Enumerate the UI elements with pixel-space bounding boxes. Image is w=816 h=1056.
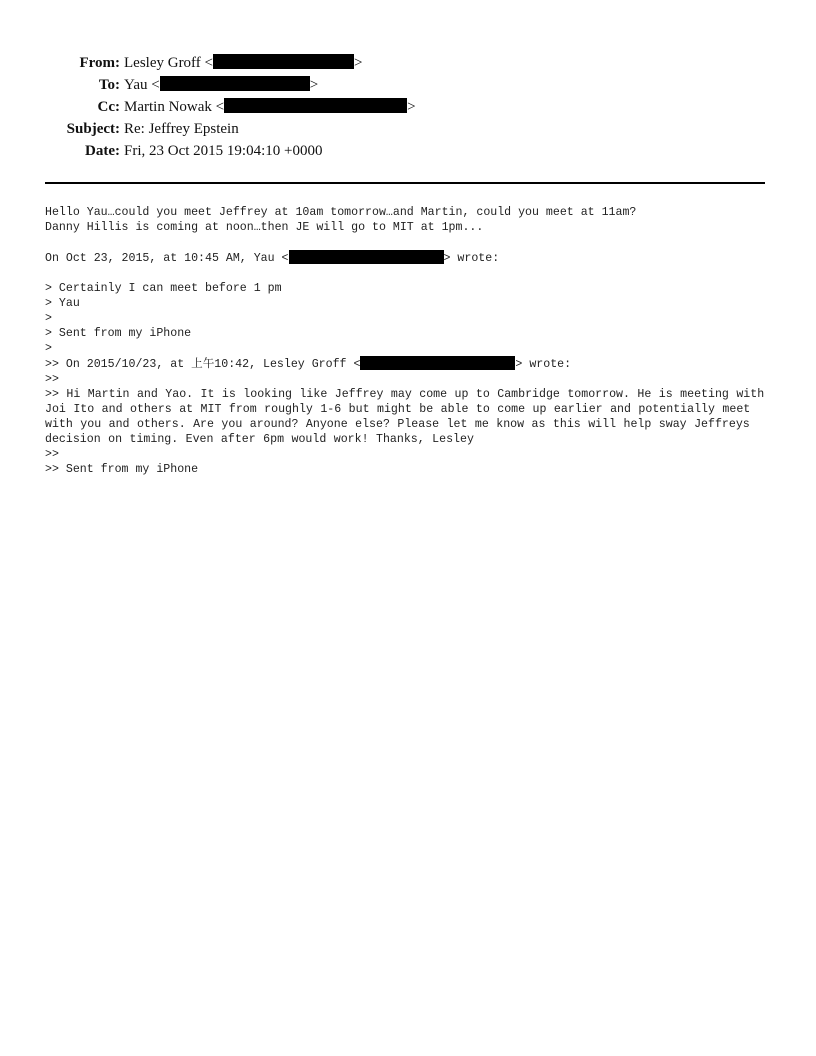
quoted-line: > [45, 312, 52, 325]
cc-name: Martin Nowak < [124, 99, 225, 115]
redaction-box [360, 356, 515, 370]
to-label: To: [98, 77, 120, 93]
nested-quoted-paragraph: >> Hi Martin and Yao. It is looking like Jeffrey may come up to Cambridge tomorrow. He is meeting with Joi Ito and others at MIT from roughly 1-6 but might be able to come up earlier and potentially meet with you and others. Are you around? Anyone else? Please let me know as this will help sway Jeffreys decision on timing. Even after 6pm would work! Thanks, Lesley [45, 388, 765, 446]
quoted-line: > Sent from my iPhone [45, 327, 192, 340]
to-name: Yau < [124, 77, 160, 93]
subject-value: Re: Jeffrey Epstein [124, 121, 239, 137]
quote-intro [45, 250, 775, 266]
blank-line [45, 266, 775, 281]
body-line: Hello Yau…could you meet Jeffrey at 10am tomorrow…and Martin, could you meet at 11am? [45, 206, 637, 219]
nested-quoted-line: >> [45, 373, 59, 386]
date-value: Fri, 23 Oct 2015 19:04:10 +0000 [124, 143, 323, 159]
nested-quoted-line: >> Sent from my iPhone [45, 463, 199, 476]
quoted-line: > Certainly I can meet before 1 pm [45, 282, 282, 295]
nested-quote-intro-text: >> On 2015/10/23, at 上午10:42, Lesley Groff < [45, 358, 361, 371]
quote-intro-tail: > wrote: [443, 252, 500, 265]
from-label: From: [79, 55, 120, 71]
from-close: > [354, 55, 363, 71]
from-value [124, 52, 362, 74]
cc-close: > [407, 99, 416, 115]
nested-quote-intro-tail: > wrote: [515, 358, 572, 371]
from-name: Lesley Groff < [124, 55, 213, 71]
redaction-box [224, 98, 407, 113]
body-line: Danny Hillis is coming at noon…then JE will go to MIT at 1pm... [45, 221, 484, 234]
cc-label: Cc: [97, 99, 120, 115]
to-value [124, 74, 318, 96]
redaction-box [289, 250, 444, 264]
quoted-line: > Yau [45, 297, 80, 310]
date-label: Date: [85, 143, 120, 159]
redaction-box [213, 54, 354, 69]
nested-quote-intro [45, 356, 775, 372]
header-divider [45, 182, 765, 184]
nested-quoted-line: >> [45, 448, 59, 461]
quote-intro-text: On Oct 23, 2015, at 10:45 AM, Yau < [45, 252, 289, 265]
to-close: > [309, 77, 319, 93]
cc-value [124, 96, 416, 118]
quoted-line: > [45, 342, 52, 355]
subject-label: Subject: [66, 121, 120, 137]
blank-line [45, 235, 775, 250]
email-body [45, 205, 775, 477]
redaction-box [160, 76, 310, 91]
